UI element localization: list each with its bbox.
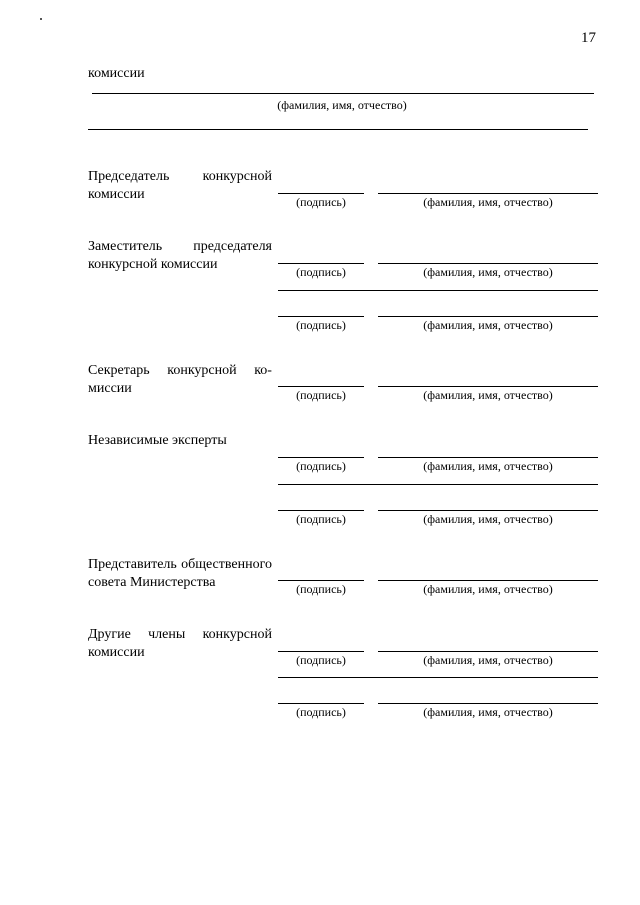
role-public-council-word-2: общественного	[181, 557, 272, 572]
others-name-caption-2: (фамилия, имя, отчество)	[423, 705, 553, 719]
public-council-signature-caption: (подпись)	[296, 582, 346, 596]
role-deputy-word-1: Заместитель	[88, 239, 163, 254]
experts-signature-line-1	[278, 457, 364, 458]
deputy-name-line-1	[378, 263, 598, 264]
public-council-name-caption: (фамилия, имя, отчество)	[423, 582, 553, 596]
others-signature-line-1	[278, 651, 364, 652]
experts-name-line-1	[378, 457, 598, 458]
scan-speck	[40, 18, 42, 20]
experts-signature-line-2	[278, 510, 364, 511]
chair-signature-caption: (подпись)	[296, 195, 346, 209]
deputy-name-caption-2: (фамилия, имя, отчество)	[423, 318, 553, 332]
role-secretary	[88, 362, 272, 398]
role-chair-word-2: конкурсной	[202, 169, 272, 184]
commission-line	[92, 93, 594, 94]
secretary-name-caption: (фамилия, имя, отчество)	[423, 388, 553, 402]
others-name-line-1	[378, 651, 598, 652]
role-other-members-word-3: конкурсной	[202, 627, 272, 642]
role-public-council-word-3: совета Министерства	[88, 575, 216, 590]
role-public-council	[88, 556, 272, 592]
chair-signature-line	[278, 193, 364, 194]
role-experts	[88, 432, 272, 450]
others-signature-caption-2: (подпись)	[296, 705, 346, 719]
experts-signature-caption-2: (подпись)	[296, 512, 346, 526]
deputy-signature-line-1	[278, 263, 364, 264]
deputy-signature-line-2	[278, 316, 364, 317]
role-secretary-word-2: конкурсной	[167, 363, 237, 378]
role-deputy-word-2: председателя	[193, 239, 272, 254]
role-deputy	[88, 238, 272, 274]
role-deputy-word-3: конкурсной комиссии	[88, 257, 218, 272]
chair-name-caption: (фамилия, имя, отчество)	[423, 195, 553, 209]
experts-separator-line	[278, 484, 598, 485]
page-number: 17	[581, 30, 596, 46]
role-other-members-word-1: Другие	[88, 627, 131, 642]
others-separator-line	[278, 677, 598, 678]
others-name-line-2	[378, 703, 598, 704]
role-public-council-word-1: Представитель	[88, 557, 177, 572]
experts-name-caption-1: (фамилия, имя, отчество)	[423, 459, 553, 473]
role-other-members-word-2: члены	[148, 627, 186, 642]
commission-label: комиссии	[88, 66, 145, 81]
experts-name-caption-2: (фамилия, имя, отчество)	[423, 512, 553, 526]
deputy-name-line-2	[378, 316, 598, 317]
role-chair-word-3: комиссии	[88, 187, 145, 202]
role-chair	[88, 168, 272, 204]
experts-signature-caption-1: (подпись)	[296, 459, 346, 473]
secretary-signature-caption: (подпись)	[296, 388, 346, 402]
chair-name-line	[378, 193, 598, 194]
role-other-members-word-4: комиссии	[88, 645, 145, 660]
deputy-signature-caption-1: (подпись)	[296, 265, 346, 279]
role-secretary-word-3: ко-	[254, 363, 272, 378]
public-council-signature-line	[278, 580, 364, 581]
deputy-separator-line	[278, 290, 598, 291]
commission-name-caption: (фамилия, имя, отчество)	[277, 98, 407, 112]
deputy-signature-caption-2: (подпись)	[296, 318, 346, 332]
deputy-name-caption-1: (фамилия, имя, отчество)	[423, 265, 553, 279]
role-other-members	[88, 626, 272, 662]
role-secretary-word-4: миссии	[88, 381, 132, 396]
role-experts-label: Независимые эксперты	[88, 433, 227, 448]
others-signature-line-2	[278, 703, 364, 704]
secretary-name-line	[378, 386, 598, 387]
experts-name-line-2	[378, 510, 598, 511]
commission-line-2	[88, 129, 588, 130]
others-name-caption-1: (фамилия, имя, отчество)	[423, 653, 553, 667]
secretary-signature-line	[278, 386, 364, 387]
role-chair-word-1: Председатель	[88, 169, 170, 184]
public-council-name-line	[378, 580, 598, 581]
others-signature-caption-1: (подпись)	[296, 653, 346, 667]
role-secretary-word-1: Секретарь	[88, 363, 150, 378]
